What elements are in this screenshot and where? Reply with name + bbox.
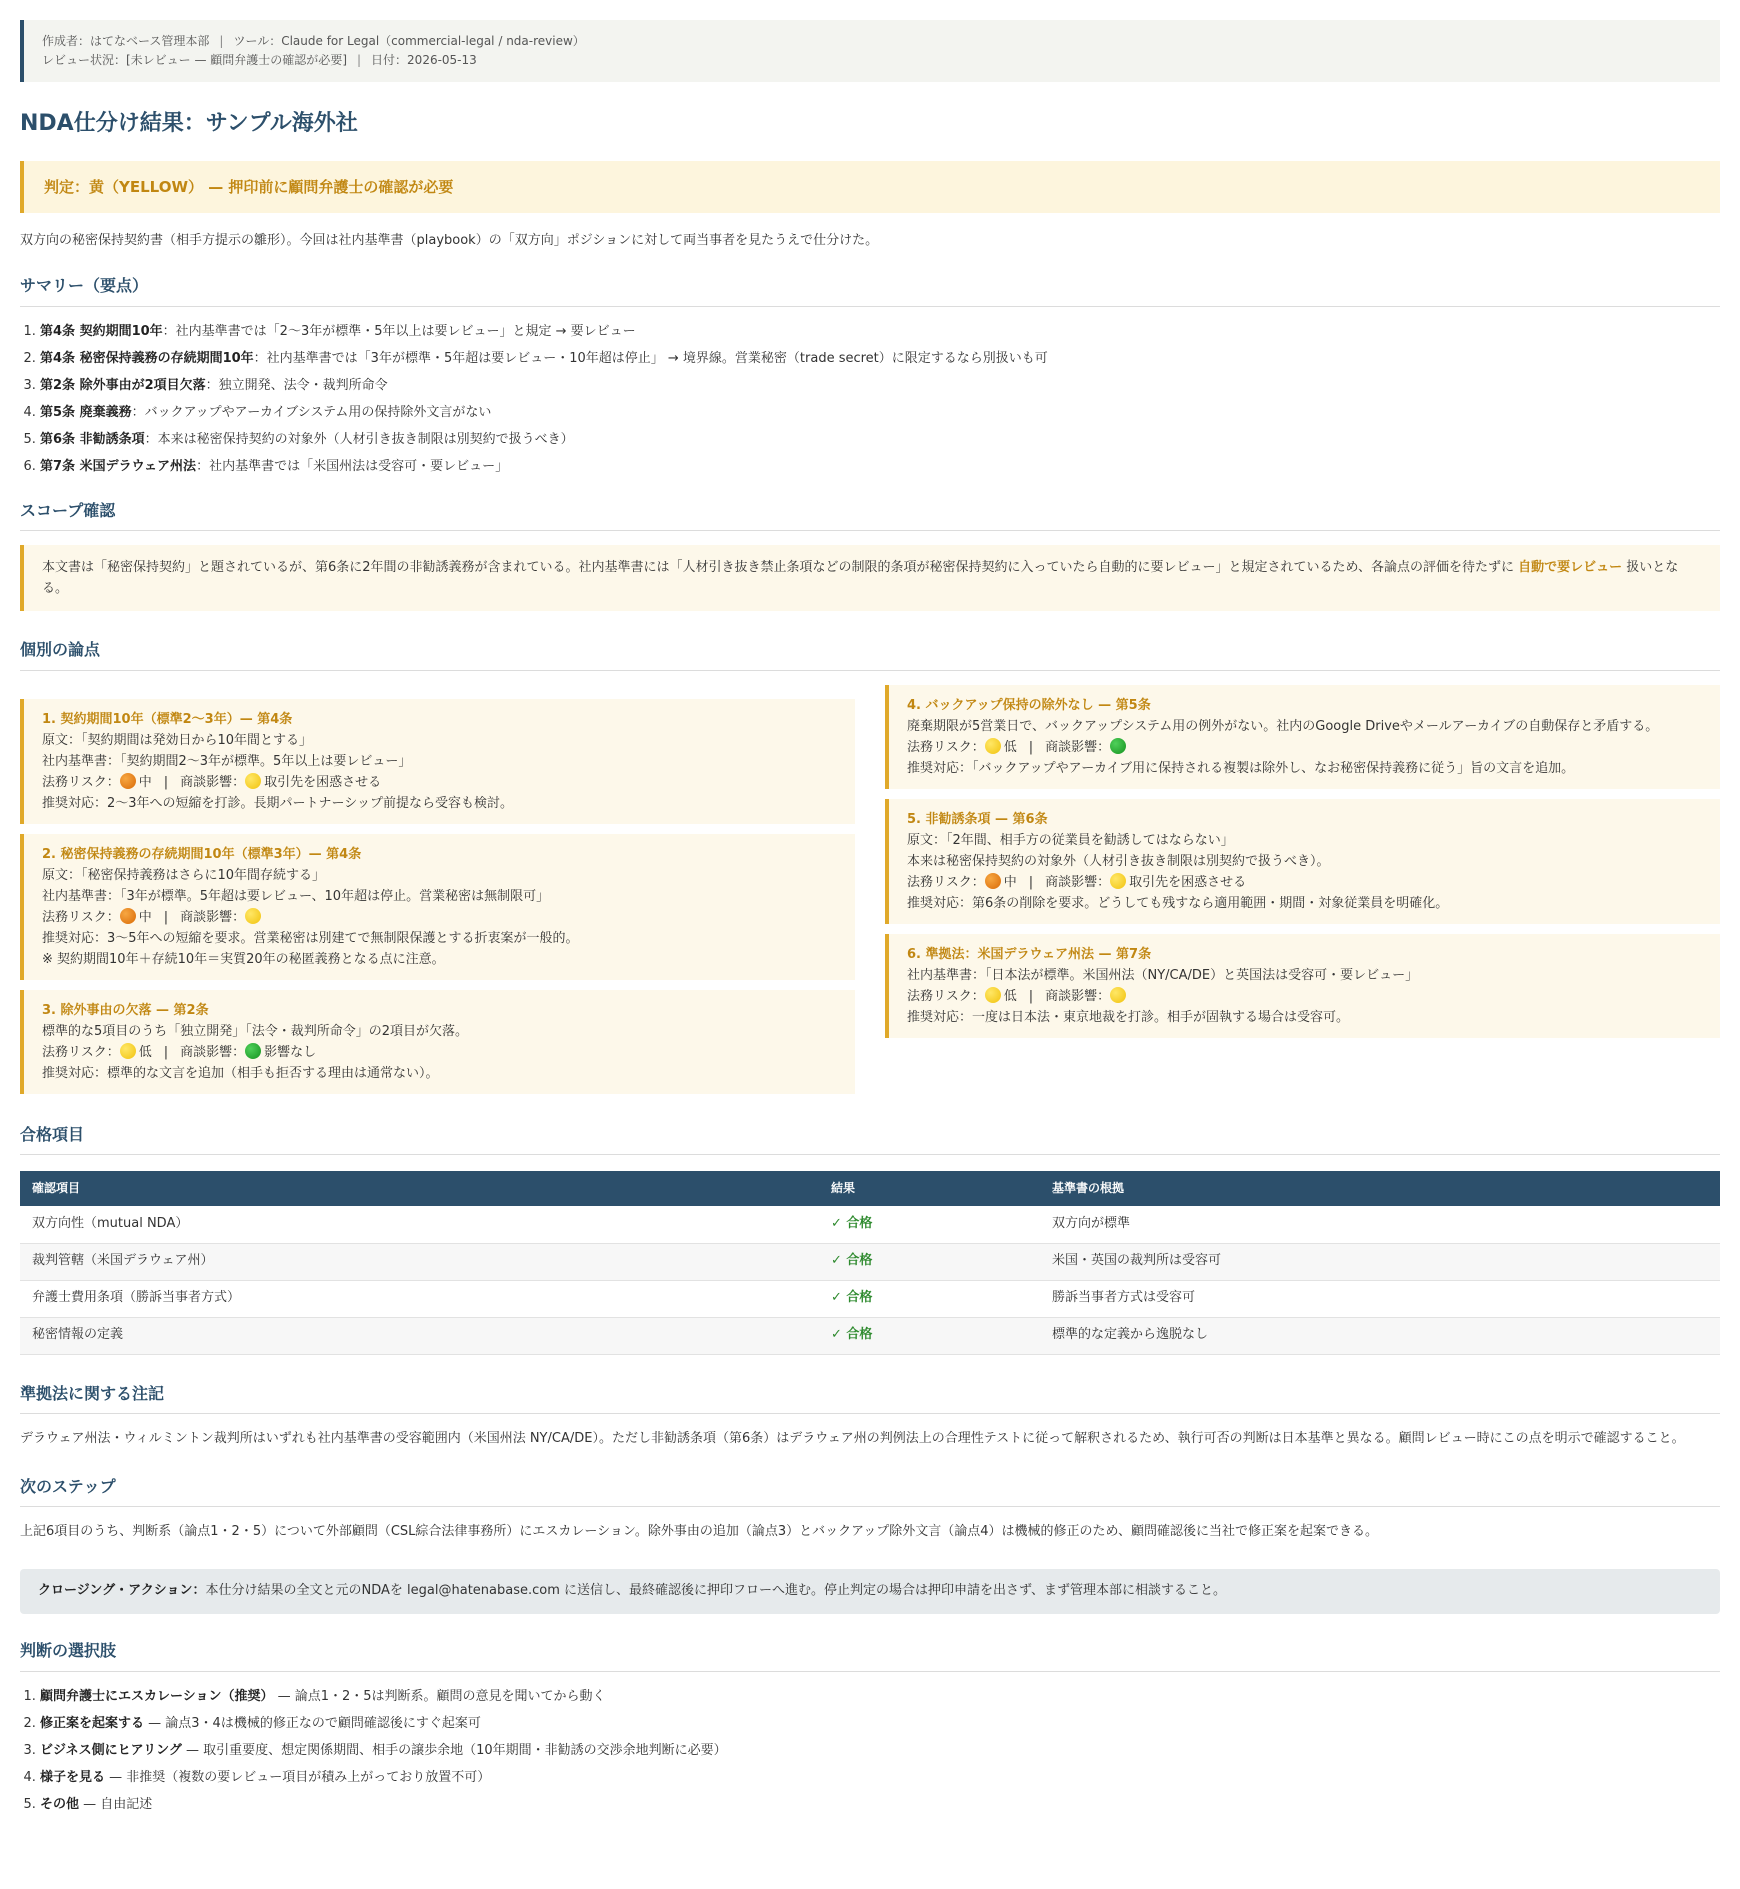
issue-recommendation: 推奨対応：2〜3年への短縮を打診。長期パートナーシップ前提なら受容も検討。 [42,795,514,811]
yellow-circle-icon [245,773,261,789]
table-cell: 標準的な定義から逸脱なし [1040,1317,1720,1354]
choice-item [40,1740,1720,1762]
risk-value: 低 [1003,988,1017,1004]
summary-item-text: ：本来は秘密保持契約の対象外（人材引き抜き制限は別契約で扱うべき） [144,431,574,447]
table-cell: 秘密情報の定義 [20,1317,819,1354]
summary-item [40,429,1720,451]
table-header-row [20,1171,1720,1206]
issues-column-right [885,685,1720,1094]
issue-title: 5. 非勧誘条項 — 第6条 [907,811,1048,827]
choice-title: その他 [40,1796,80,1812]
issue-title: 2. 秘密保持義務の存続期間10年（標準3年）— 第4条 [42,846,362,862]
orange-circle-icon [985,873,1001,889]
issue-card-6 [885,934,1720,1038]
impact-value: 影響なし [264,1044,317,1060]
result-cell: ✓ 合格 [819,1317,1040,1354]
issue-risk-line: 法務リスク： 低 | 商談影響： [907,737,1702,758]
issue-card-5 [885,799,1720,924]
table-cell: 米国・英国の裁判所は受容可 [1040,1243,1720,1280]
next-steps-paragraph: 上記6項目のうち、判断系（論点1・2・5）について外部顧問（CSL綜合法律事務所）にエスカレーション。除外事由の追加（論点3）とバックアップ除外文言（論点4）は機械的修正のため、顧問確認後に当社で修正案を起案できる。 [20,1524,1378,1540]
closing-action-box [20,1569,1720,1614]
issue-playbook: 社内基準書：「日本法が標準。米国州法（NY/CA/DE）と英国法は受容可・要レビュー」 [907,967,1419,983]
pass-table [20,1171,1720,1355]
lead-paragraph: 双方向の秘密保持契約書（相手方提示の雛形）。今回は社内基準書（playbook）の「双方向」ポジションに対して両当事者を見たうえで仕分けた。 [20,232,879,248]
issue-title: 3. 除外事由の欠落 — 第2条 [42,1002,209,1018]
issue-risk-line: 法務リスク： 中 | 商談影響： [42,907,837,928]
choice-text: — 論点1・2・5は判断系。顧問の意見を聞いてから動く [273,1688,606,1704]
result-cell: ✓ 合格 [819,1280,1040,1317]
scope-heading: スコープ確認 [20,500,1720,531]
yellow-circle-icon [120,1043,136,1059]
choice-text: — 自由記述 [79,1796,153,1812]
risk-label: 法務リスク： [907,874,985,890]
green-circle-icon [245,1043,261,1059]
meta-review-status: レビュー状況：[未レビュー — 顧問弁護士の確認が必要] [42,53,347,67]
impact-label: 商談影響： [1045,874,1111,890]
table-row [20,1243,1720,1280]
summary-item-text: ：社内基準書では「2〜3年が標準・5年以上は要レビュー」と規定 → 要レビュー [162,323,636,339]
issue-risk-line: 法務リスク： 低 | 商談影響： 影響なし [42,1044,317,1060]
result-cell: ✓ 合格 [819,1206,1040,1243]
risk-label: 法務リスク： [907,739,985,755]
law-heading: 準拠法に関する注記 [20,1383,1720,1414]
choice-item [40,1767,1720,1789]
summary-item-title: 第4条 秘密保持義務の存続期間10年 [40,350,254,366]
choice-title: ビジネス側にヒアリング [40,1742,182,1758]
scope-highlight: 自動で要レビュー [1518,560,1623,576]
issue-playbook: 社内基準書：「契約期間2〜3年が標準。5年以上は要レビュー」 [42,753,412,769]
column-header: 確認項目 [20,1171,819,1206]
scope-callout [20,545,1720,611]
choice-item [40,1686,1720,1708]
column-header: 基準書の根拠 [1040,1171,1720,1206]
result-cell: ✓ 合格 [819,1243,1040,1280]
pass-heading: 合格項目 [20,1124,1720,1155]
impact-value: 取引先を困惑させる [264,774,382,790]
summary-item-title: 第7条 米国デラウェア州法 [40,458,197,474]
meta-author: 作成者：はてなベース管理本部 [42,34,210,48]
choice-item [40,1794,1720,1816]
summary-item [40,375,1720,397]
summary-item-text: ：社内基準書では「3年が標準・5年超は要レビュー・10年超は停止」 → 境界線。営業秘密（trade secret）に限定するなら別扱いも可 [253,350,1048,366]
risk-value: 中 [138,774,152,790]
issue-card-2 [20,834,855,980]
meta-tool: ツール：Claude for Legal（commercial-legal / nda-review） [233,34,585,48]
summary-item [40,321,1720,343]
scope-text-end: 扱いとなる。 [42,560,1679,597]
page-title: NDA仕分け結果：サンプル海外社 [20,111,358,136]
summary-item-text: ：社内基準書では「米国州法は受容可・要レビュー」 [196,458,509,474]
issue-original: 原文：「契約期間は発効日から10年間とする」 [42,732,313,748]
issues-heading: 個別の論点 [20,639,1720,670]
issue-recommendation: 推奨対応：3〜5年への短縮を要求。営業秘密は別建てで無制限保護とする折衷案が一般的。 [42,930,579,946]
choices-heading: 判断の選択肢 [20,1640,1720,1671]
issue-recommendation: 推奨対応：標準的な文言を追加（相手も拒否する理由は通常ない）。 [42,1065,439,1081]
summary-item [40,456,1720,478]
closing-text: 本仕分け結果の全文と元のNDAを legal@hatenabase.com に送信し、最終確認後に押印フローへ進む。停止判定の場合は押印申請を出さず、まず管理本部に相談すること。 [205,1583,1226,1599]
summary-item [40,348,1720,370]
table-row [20,1280,1720,1317]
issue-title: 1. 契約期間10年（標準2〜3年）— 第4条 [42,711,293,727]
summary-heading: サマリー（要点） [20,275,1720,306]
risk-label: 法務リスク： [42,774,120,790]
issue-original: 標準的な5項目のうち「独立開発」「法令・裁判所命令」の2項目が欠落。 [42,1023,469,1039]
impact-label: 商談影響： [1045,739,1111,755]
yellow-circle-icon [1110,987,1126,1003]
issue-card-1 [20,699,855,824]
issue-title: 4. バックアップ保持の除外なし — 第5条 [907,697,1151,713]
table-row [20,1317,1720,1354]
document-meta: 作成者：はてなベース管理本部 | ツール：Claude for Legal（commercial-legal / nda-review） レビュー状況：[未レビュー — 顧問弁護士の確認が必要] | 日付：2026-05-13 [20,20,1720,82]
summary-item-title: 第5条 廃棄義務 [40,404,132,420]
impact-label: 商談影響： [180,774,246,790]
table-cell: 裁判管轄（米国デラウェア州） [20,1243,819,1280]
yellow-circle-icon [1110,873,1126,889]
risk-value: 中 [1003,874,1017,890]
issue-risk-line: 法務リスク： 中 | 商談影響： 取引先を困惑させる [907,874,1247,890]
table-row [20,1206,1720,1243]
summary-item-title: 第2条 除外事由が2項目欠落 [40,377,206,393]
choices-list [20,1686,1720,1816]
impact-value: 取引先を困惑させる [1129,874,1247,890]
choice-title: 顧問弁護士にエスカレーション（推奨） [40,1688,274,1704]
issue-original: 原文：「2年間、相手方の従業員を勧誘してはならない」 [907,832,1234,848]
issue-recommendation: 推奨対応：「バックアップやアーカイブ用に保持される複製は除外し、なお秘密保持義務に従う」旨の文言を追加。 [907,760,1575,776]
summary-item-title: 第4条 契約期間10年 [40,323,163,339]
impact-label: 商談影響： [180,1044,246,1060]
issues-column-left [20,685,855,1094]
table-cell: 双方向性（mutual NDA） [20,1206,819,1243]
risk-label: 法務リスク： [907,988,985,1004]
issue-risk-line: 法務リスク： 低 | 商談影響： [907,986,1702,1007]
risk-label: 法務リスク： [42,909,120,925]
risk-value: 中 [138,909,152,925]
issue-card-3 [20,990,855,1094]
choice-title: 様子を見る [40,1769,106,1785]
choice-text: — 取引重要度、想定関係期間、相手の譲歩余地（10年期間・非勧誘の交渉余地判断に必要） [181,1742,727,1758]
summary-item-text: ：独立開発、法令・裁判所命令 [205,377,388,393]
summary-item-text: ：バックアップやアーカイブシステム用の保持除外文言がない [131,404,492,420]
meta-date: 日付：2026-05-13 [371,53,477,67]
table-cell: 双方向が標準 [1040,1206,1720,1243]
summary-list [20,321,1720,478]
summary-item [40,402,1720,424]
choice-item [40,1713,1720,1735]
issue-title: 6. 準拠法：米国デラウェア州法 — 第7条 [907,946,1152,962]
orange-circle-icon [120,908,136,924]
issue-playbook: 社内基準書：「3年が標準。5年超は要レビュー、10年超は停止。営業秘密は無制限可」 [42,888,550,904]
choice-text: — 非推奨（複数の要レビュー項目が積み上がっており放置不可） [105,1769,491,1785]
issues-grid [20,685,1720,1094]
yellow-circle-icon [245,908,261,924]
risk-value: 低 [138,1044,152,1060]
law-paragraph: デラウェア州法・ウィルミントン裁判所はいずれも社内基準書の受容範囲内（米国州法 NY/CA/DE）。ただし非勧誘条項（第6条）はデラウェア州の判例法上の合理性テストに従って解釈されるため、執行可否の判断は日本基準と異なる。顧問レビュー時にこの点を明示で確認すること。 [20,1431,1685,1447]
yellow-circle-icon [985,987,1001,1003]
yellow-circle-icon [985,738,1001,754]
green-circle-icon [1110,738,1126,754]
orange-circle-icon [120,773,136,789]
impact-label: 商談影響： [1045,988,1111,1004]
issue-playbook: 本来は秘密保持契約の対象外（人材引き抜き制限は別契約で扱うべき）。 [907,853,1330,869]
risk-label: 法務リスク： [42,1044,120,1060]
closing-label: クロージング・アクション： [38,1583,206,1599]
table-cell: 弁護士費用条項（勝訴当事者方式） [20,1280,819,1317]
issue-original: 廃棄期限が5営業日で、バックアップシステム用の例外がない。社内のGoogle Driveやメールアーカイブの自動保存と矛盾する。 [907,718,1659,734]
summary-item-title: 第6条 非勧誘条項 [40,431,145,447]
issue-note: ※ 契約期間10年＋存続10年＝実質20年の秘匿義務となる点に注意。 [42,951,445,967]
table-cell: 勝訴当事者方式は受容可 [1040,1280,1720,1317]
next-steps-heading: 次のステップ [20,1476,1720,1507]
scope-text: 本文書は「秘密保持契約」と題されているが、第6条に2年間の非勧誘義務が含まれている。社内基準書には「人材引き抜き禁止条項などの制限的条項が秘密保持契約に入っていたら自動的に要レビュー」と規定されているため、各論点の評価を待たずに [42,560,1519,576]
issue-card-4 [885,685,1720,789]
issue-original: 原文：「秘密保持義務はさらに10年間存続する」 [42,867,326,883]
issue-risk-line: 法務リスク： 中 | 商談影響： 取引先を困惑させる [42,774,382,790]
issue-recommendation: 推奨対応：一度は日本法・東京地裁を打診。相手が固執する場合は受容可。 [907,1009,1350,1025]
risk-value: 低 [1003,739,1017,755]
column-header: 結果 [819,1171,1040,1206]
issue-recommendation: 推奨対応：第6条の削除を要求。どうしても残すなら適用範囲・期間・対象従業員を明確化。 [907,895,1449,911]
verdict-banner: 判定：黄（YELLOW） — 押印前に顧問弁護士の確認が必要 [20,161,1720,213]
choice-title: 修正案を起案する [40,1715,145,1731]
choice-text: — 論点3・4は機械的修正なので顧問確認後にすぐ起案可 [144,1715,481,1731]
impact-label: 商談影響： [180,909,246,925]
